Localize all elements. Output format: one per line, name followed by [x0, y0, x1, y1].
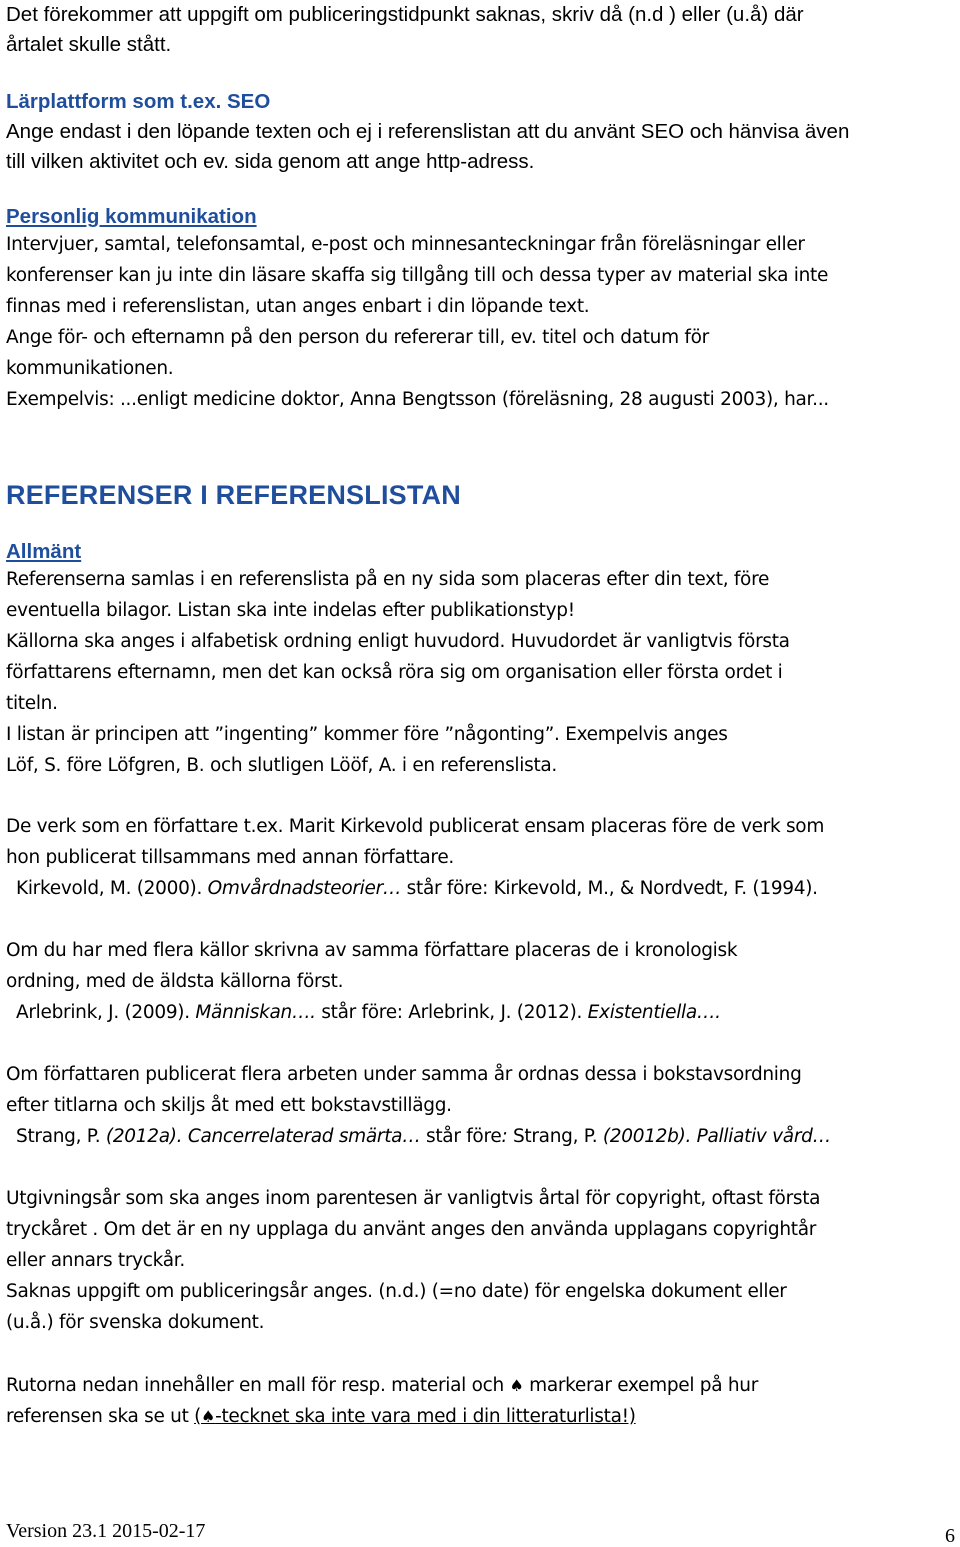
boxes-note-paren: (	[194, 1406, 202, 1427]
example-title: Människan….	[195, 1002, 316, 1023]
footer-version: Version 23.1 2015-02-17	[6, 1520, 206, 1542]
personal-communication-line-5: kommunikationen.	[6, 358, 174, 379]
publication-year-line-3: eller annars tryckår.	[6, 1250, 185, 1271]
personal-communication-line-1: Intervjuer, samtal, telefonsamtal, e-post och minnesanteckningar från föreläsningar eller	[6, 234, 805, 255]
same-year-example	[16, 1127, 831, 1147]
page-number: 6	[945, 1525, 955, 1547]
personal-communication-heading: Personlig kommunikation	[6, 205, 257, 228]
learning-platform-line-2: till vilken aktivitet och ev. sida genom att ange http-adress.	[6, 150, 535, 173]
example-colon: :	[501, 1126, 508, 1147]
learning-platform-heading: Lärplattform som t.ex. SEO	[6, 90, 271, 113]
spade-icon: ♠	[509, 1376, 524, 1395]
boxes-note-line-1	[6, 1376, 758, 1396]
example-reference: Kirkevold, M. (2000).	[16, 878, 208, 899]
personal-communication-line-6: Exempelvis: ...enligt medicine doktor, Anna Bengtsson (föreläsning, 28 augusti 2003), har...	[6, 389, 829, 410]
boxes-note-line-2	[6, 1407, 636, 1427]
example-reference-second: Strang, P.	[507, 1126, 603, 1147]
example-title-second: (20012b). Palliativ vård…	[602, 1126, 831, 1147]
boxes-note-text-b: markerar exempel på hur	[523, 1375, 759, 1396]
intro-line-1: Det förekommer att uppgift om publiceringstidpunkt saknas, skriv då (n.d ) eller (u.å) där	[6, 3, 804, 26]
general-p3-line-1: I listan är principen att ”ingenting” kommer före ”någonting”. Exempelvis anges	[6, 724, 728, 745]
publication-year-line-5: (u.å.) för svenska dokument.	[6, 1312, 265, 1333]
general-heading: Allmänt	[6, 540, 82, 563]
example-title-second: Existentiella….	[587, 1002, 721, 1023]
same-year-line-2: efter titlarna och skiljs åt med ett bokstavstillägg.	[6, 1095, 452, 1116]
personal-communication-line-4: Ange för- och efternamn på den person du refererar till, ev. titel och datum för	[6, 327, 709, 348]
section-heading: REFERENSER I REFERENSLISTAN	[6, 480, 461, 510]
single-author-line-1: De verk som en författare t.ex. Marit Kirkevold publicerat ensam placeras före de verk som	[6, 816, 825, 837]
example-title: (2012a). Cancerrelaterad smärta…	[105, 1126, 421, 1147]
learning-platform-line-1: Ange endast i den löpande texten och ej i referenslistan att du använt SEO och hänvisa även	[6, 120, 850, 143]
boxes-note-text-a: Rutorna nedan innehåller en mall för resp. material och	[6, 1375, 510, 1396]
general-p2-line-1: Källorna ska anges i alfabetisk ordning enligt huvudord. Huvudordet är vanligtvis första	[6, 631, 790, 652]
personal-communication-line-3: finnas med i referenslistan, utan anges enbart i din löpande text.	[6, 296, 590, 317]
publication-year-line-4: Saknas uppgift om publiceringsår anges. (n.d.) (=no date) för engelska dokument eller	[6, 1281, 787, 1302]
publication-year-line-2: tryckåret . Om det är en ny upplaga du använt anges den använda upplagans copyrightår	[6, 1219, 817, 1240]
publication-year-line-1: Utgivningsår som ska anges inom parentesen är vanligtvis årtal för copyright, oftast första	[6, 1188, 821, 1209]
single-author-example	[16, 879, 818, 899]
boxes-note-text-d: -tecknet ska inte vara med i din litteraturlista!)	[215, 1406, 636, 1427]
single-author-line-2: hon publicerat tillsammans med annan författare.	[6, 847, 454, 868]
general-p2-line-3: titeln.	[6, 693, 58, 714]
personal-communication-line-2: konferenser kan ju inte din läsare skaffa sig tillgång till och dessa typer av material ska inte	[6, 265, 829, 286]
example-comparison: står före: Kirkevold, M., & Nordvedt, F. (1994).	[401, 878, 818, 899]
example-reference: Strang, P.	[16, 1126, 106, 1147]
example-comparison: står före: Arlebrink, J. (2012).	[315, 1002, 588, 1023]
chronological-line-2: ordning, med de äldsta källorna först.	[6, 971, 344, 992]
general-p1-line-1: Referenserna samlas i en referenslista på en ny sida som placeras efter din text, före	[6, 569, 770, 590]
general-p1-line-2: eventuella bilagor. Listan ska inte indelas efter publikationstyp!	[6, 600, 575, 621]
boxes-note-underlined	[194, 1406, 636, 1427]
spade-icon: ♠	[201, 1407, 216, 1426]
example-comparison: står före	[420, 1126, 502, 1147]
general-p2-line-2: författarens efternamn, men det kan också röra sig om organisation eller första ordet i	[6, 662, 783, 683]
general-p3-line-2: Löf, S. före Löfgren, B. och slutligen Lööf, A. i en referenslista.	[6, 755, 558, 776]
chronological-line-1: Om du har med flera källor skrivna av samma författare placeras de i kronologisk	[6, 940, 738, 961]
chronological-example	[16, 1003, 721, 1023]
example-title: Omvårdnadsteorier…	[207, 878, 402, 899]
example-reference: Arlebrink, J. (2009).	[16, 1002, 196, 1023]
boxes-note-text-c: referensen ska se ut	[6, 1406, 195, 1427]
intro-line-2: årtalet skulle stått.	[6, 33, 172, 56]
same-year-line-1: Om författaren publicerat flera arbeten under samma år ordnas dessa i bokstavsordning	[6, 1064, 802, 1085]
